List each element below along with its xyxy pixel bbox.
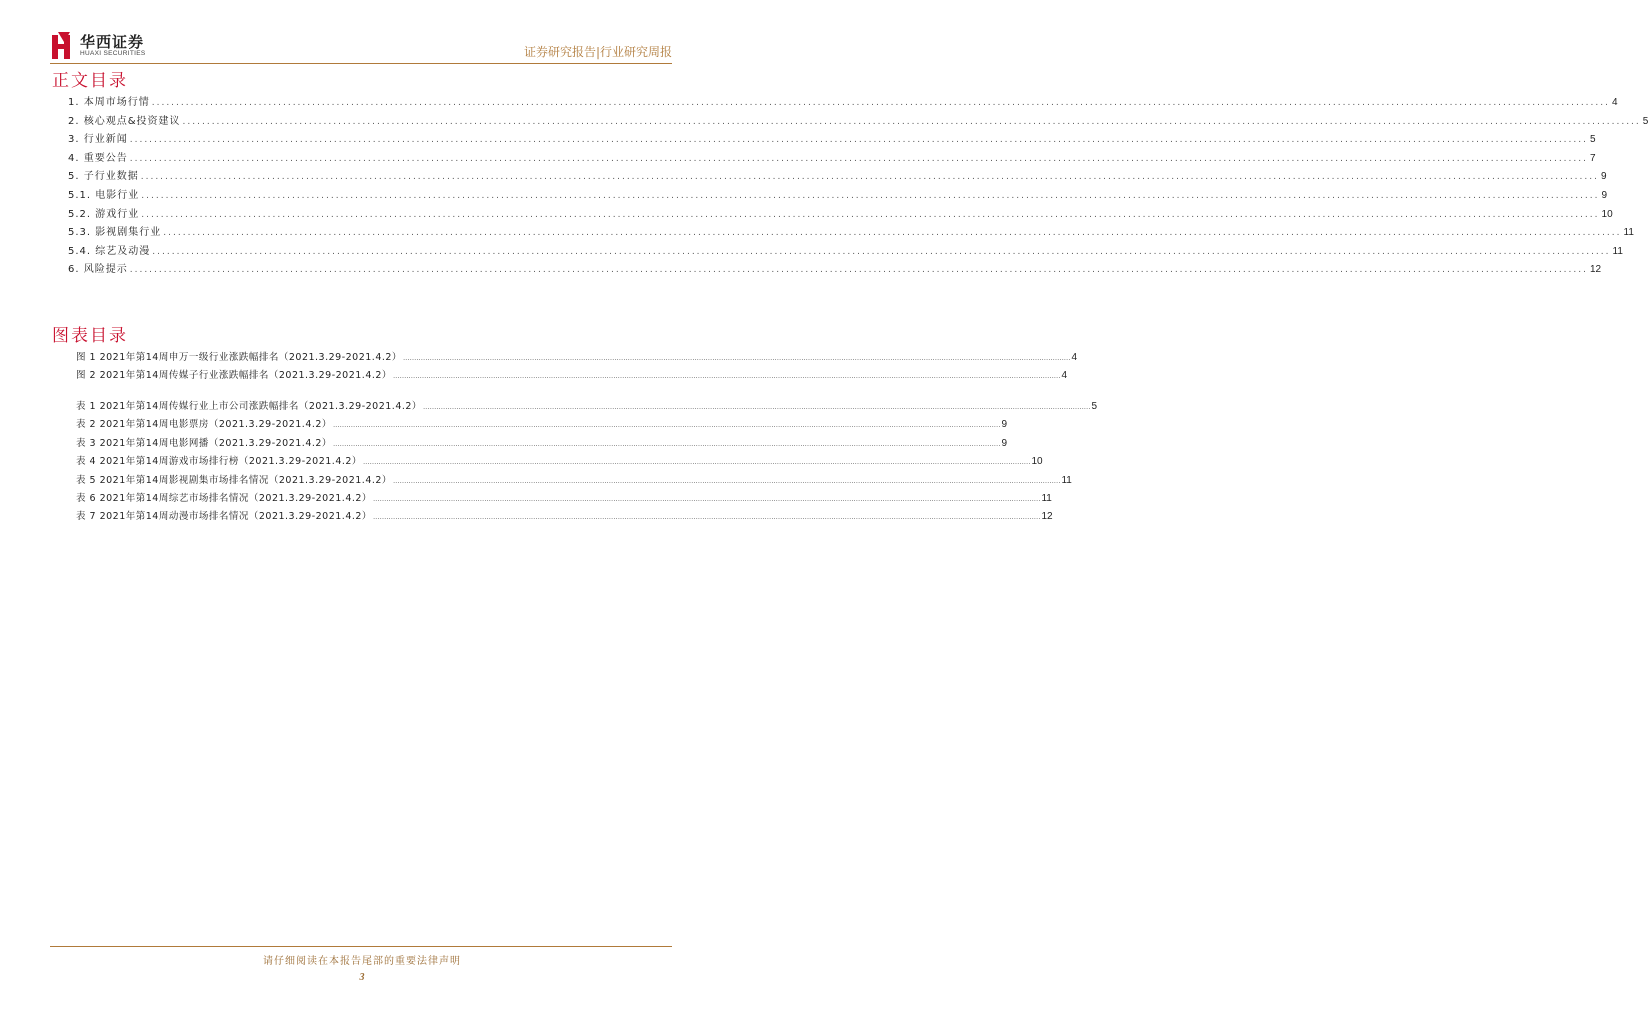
logo-chinese-name: 华西证券 <box>80 33 145 51</box>
leader-dots: ............................................................................................................................................................................................................................................................................................................ <box>129 265 1588 276</box>
leader-dots: ............................................................................................................................................................................................................................................................................................................ <box>392 372 1061 381</box>
table-entry-label: 表 4 2021年第14周游戏市场排行榜（2021.3.29-2021.4.2） <box>76 456 362 468</box>
table-entry-page: 9 <box>1001 419 1008 431</box>
table-entry-label: 表 2 2021年第14周电影票房（2021.3.29-2021.4.2） <box>76 419 332 431</box>
leader-dots: ............................................................................................................................................................................................................................................................................................................ <box>372 494 1041 503</box>
toc-entry[interactable] <box>68 243 1623 262</box>
toc-entry-label: 5.1. 电影行业 <box>68 189 140 201</box>
leader-dots: ............................................................................................................................................................................................................................................................................................................ <box>392 476 1061 485</box>
toc-entry[interactable] <box>68 150 1596 169</box>
toc-entry-page: 9 <box>1601 189 1608 201</box>
table-entry-label: 表 5 2021年第14周影视剧集市场排名情况（2021.3.29-2021.4.2） <box>76 474 392 486</box>
toc-entry[interactable] <box>68 113 1648 132</box>
toc-entry-page: 7 <box>1590 152 1596 164</box>
toc-title: 正文目录 <box>52 71 128 91</box>
report-type-tag: 证券研究报告|行业研究周报 <box>523 45 672 59</box>
toc-entry[interactable] <box>68 187 1608 206</box>
leader-dots: ............................................................................................................................................................................................................................................................................................................ <box>141 209 1600 220</box>
leader-dots: ............................................................................................................................................................................................................................................................................................................ <box>372 513 1041 522</box>
logo-mark-icon <box>50 32 74 60</box>
leader-dots: ............................................................................................................................................................................................................................................................................................................ <box>152 246 1611 257</box>
legal-notice: 请仔细阅读在本报告尾部的重要法律声明 <box>263 956 461 967</box>
leader-dots: ............................................................................................................................................................................................................................................................................................................ <box>129 135 1588 146</box>
footer-divider <box>50 946 672 947</box>
leader-dots: ............................................................................................................................................................................................................................................................................................................ <box>163 228 1622 239</box>
leader-dots: ............................................................................................................................................................................................................................................................................................................ <box>140 172 1599 183</box>
toc-entry-page: 12 <box>1590 264 1602 276</box>
table-entry[interactable] <box>76 508 1053 526</box>
page-header <box>0 0 724 70</box>
toc-entry-label: 6. 风险提示 <box>68 264 128 276</box>
toc-entry-page: 10 <box>1601 208 1613 220</box>
leader-dots: ............................................................................................................................................................................................................................................................................................................ <box>422 403 1091 411</box>
chart-entry[interactable] <box>76 349 1078 367</box>
toc-entry-page: 4 <box>1612 97 1618 108</box>
leader-dots: ............................................................................................................................................................................................................................................................................................................ <box>151 98 1610 108</box>
table-entry-page: 11 <box>1061 474 1072 486</box>
table-entry-label: 表 3 2021年第14周电影网播（2021.3.29-2021.4.2） <box>76 437 332 449</box>
page-number: 3 <box>359 972 365 983</box>
toc-entry[interactable] <box>68 94 1618 113</box>
table-entry-label: 表 1 2021年第14周传媒行业上市公司涨跌幅排名（2021.3.29-2021.4.2） <box>76 401 422 412</box>
table-list <box>76 398 1098 527</box>
toc-entry-label: 5.2. 游戏行业 <box>68 208 140 220</box>
toc-entry[interactable] <box>68 261 1602 280</box>
company-logo <box>50 32 145 60</box>
toc-entry[interactable] <box>68 224 1634 243</box>
table-entry[interactable] <box>76 472 1072 490</box>
chart-entry-page: 4 <box>1061 370 1068 382</box>
leader-dots: ............................................................................................................................................................................................................................................................................................................ <box>141 190 1600 201</box>
table-entry[interactable] <box>76 435 1008 453</box>
toc-entry-page: 11 <box>1612 245 1623 257</box>
toc-entry-page: 11 <box>1623 227 1634 239</box>
toc-entry-page: 5 <box>1642 115 1648 127</box>
leader-dots: ............................................................................................................................................................................................................................................................................................................ <box>362 458 1031 467</box>
leader-dots: ............................................................................................................................................................................................................................................................................................................ <box>129 153 1588 164</box>
table-entry-page: 9 <box>1001 437 1008 449</box>
toc-entry-label: 2. 核心观点&投资建议 <box>68 115 181 127</box>
table-entry-label: 表 7 2021年第14周动漫市场排名情况（2021.3.29-2021.4.2） <box>76 511 372 523</box>
table-entry-page: 12 <box>1041 511 1053 523</box>
toc-entry-page: 5 <box>1590 134 1596 146</box>
leader-dots: ............................................................................................................................................................................................................................................................................................................ <box>332 439 1001 448</box>
toc-entry-label: 5.3. 影视剧集行业 <box>68 227 162 239</box>
toc-entry[interactable] <box>68 131 1596 150</box>
figures-title: 图表目录 <box>52 326 128 346</box>
table-entry[interactable] <box>76 453 1043 471</box>
table-entry-page: 5 <box>1091 401 1098 412</box>
leader-dots: ............................................................................................................................................................................................................................................................................................................ <box>402 354 1071 362</box>
toc-entry[interactable] <box>68 168 1607 187</box>
table-entry-page: 10 <box>1031 456 1043 468</box>
toc-entry-label: 5.4. 综艺及动漫 <box>68 245 151 257</box>
logo-english-name: HUAXI SECURITIES <box>80 50 146 57</box>
chart-entry-page: 4 <box>1071 352 1078 363</box>
chart-entry[interactable] <box>76 367 1068 385</box>
leader-dots: ............................................................................................................................................................................................................................................................................................................ <box>332 421 1001 430</box>
toc-entry-page: 9 <box>1601 171 1607 183</box>
table-entry[interactable] <box>76 416 1008 434</box>
table-entry[interactable] <box>76 398 1098 416</box>
chart-entry-label: 图 1 2021年第14周申万一级行业涨跌幅排名（2021.3.29-2021.4.2） <box>76 352 402 363</box>
header-divider <box>50 63 672 64</box>
leader-dots: ............................................................................................................................................................................................................................................................................................................ <box>182 116 1641 127</box>
toc-entry-label: 5. 子行业数据 <box>68 171 139 183</box>
table-entry[interactable] <box>76 490 1052 508</box>
toc-entry-label: 3. 行业新闻 <box>68 134 128 146</box>
chart-entry-label: 图 2 2021年第14周传媒子行业涨跌幅排名（2021.3.29-2021.4.2） <box>76 370 392 382</box>
chart-list <box>76 349 1078 386</box>
toc-list <box>68 94 1648 280</box>
toc-entry-label: 1. 本周市场行情 <box>68 97 150 108</box>
table-entry-page: 11 <box>1041 492 1052 504</box>
toc-entry[interactable] <box>68 206 1613 225</box>
toc-entry-label: 4. 重要公告 <box>68 152 128 164</box>
table-entry-label: 表 6 2021年第14周综艺市场排名情况（2021.3.29-2021.4.2） <box>76 492 372 504</box>
